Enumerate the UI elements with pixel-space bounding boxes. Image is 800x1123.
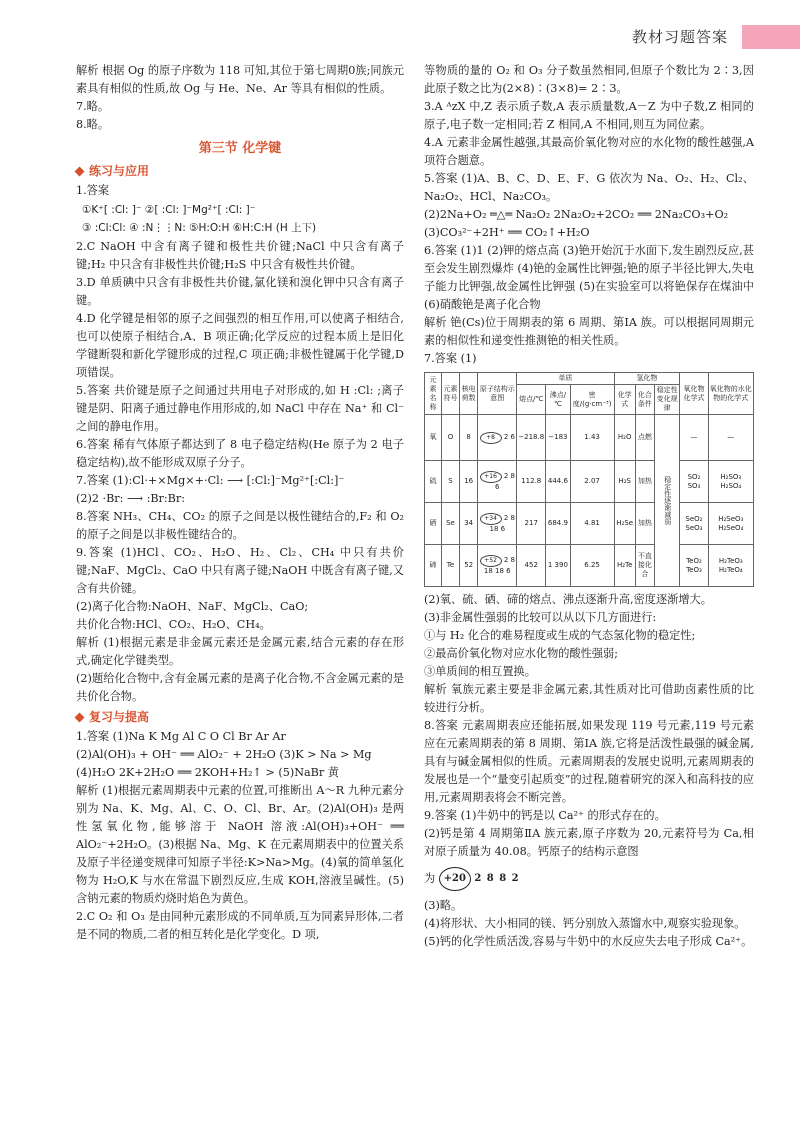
- stability-trend: 稳定性逐渐减弱: [655, 415, 680, 587]
- left-column: [76, 62, 404, 944]
- q1-label: 1.答案: [76, 184, 110, 197]
- r9-6: (5)钙的化学性质活泼,容易与牛奶中的水反应失去电子形成 Ca²⁺。: [424, 935, 753, 948]
- r2-cont: 等物质的量的 O₂ 和 O₃ 分子数虽然相同,但原子个数比为 2∶3,因此原子数之比为(2×8)∶(3×8)= 2∶3。: [424, 64, 754, 95]
- r7-analysis: 解析 氧族元素主要是非金属元素,其性质对比可借助卤素性质的比较进行分析。: [424, 683, 754, 714]
- q2: 2.C NaOH 中含有离子键和极性共价键;NaCl 中只含有离子键;H₂ 中只含有非极性共价键;H₂S 中只含有极性共价键。: [76, 240, 404, 271]
- header-title: 教材习题答案: [631, 28, 728, 46]
- q8: 8.答案 NH₃、CH₄、CO₂ 的原子之间是以极性键结合的,F₂ 和 O₂ 的原子之间是以非极性键结合的。: [76, 510, 404, 541]
- r8: 8.答案 元素周期表应还能拓展,如果发现 119 号元素,119 号元素应在元素周期表的第 8 周期、第ⅠA 族,它将是活泼性最强的碱金属,具有与碱金属相似的性质。元素周期表的发展史说明,元素周期表的发展也是一个“量变引起质变”的过程,随着研究的深入和高科技的应用,元素周期表将会不断完善。: [424, 719, 754, 804]
- practice-heading: 练习与应用: [76, 162, 404, 180]
- r9-2: (2)钙是第 4 周期第ⅡA 族元素,原子序数为 20,元素符号为 Ca,相对原子质量为 40.08。钙原子的结构示意图: [424, 827, 754, 858]
- analysis-q6: 解析 根据 Og 的原子序数为 118 可知,其位于第七周期0族;同族元素具有相似的性质,故 Og 与 He、Ne、Ar 等具有相似的性质。: [76, 64, 404, 95]
- q3: 3.D 单质碘中只含有非极性共价键,氯化镁和溴化钾中只含有离子键。: [76, 276, 404, 307]
- r9-1: 9.答案 (1)牛奶中的钙是以 Ca²⁺ 的形式存在的。: [424, 809, 666, 822]
- r5-3: (3)CO₃²⁻+2H⁺ ══ CO₂↑+H₂O: [424, 226, 590, 239]
- q5: 5.答案 共价键是原子之间通过共用电子对形成的,如 H :Cl: ;离子键是阴、阳离子通过静电作用形成的,如 NaCl 中存在 Na⁺ 和 Cl⁻ 之间的静电作用。: [76, 384, 404, 433]
- r4: 4.A 元素非金属性越强,其最高价氧化物对应的水化物的酸性越强,A 项符合题意。: [424, 136, 754, 167]
- r7-2: (2)氧、硫、硒、碲的熔点、沸点逐渐升高,密度逐渐增大。: [424, 593, 712, 606]
- r9-5: (4)将形状、大小相同的镁、钙分别放入蒸馏水中,观察实验现象。: [424, 917, 746, 930]
- th-oxide: 氧化物化学式: [680, 373, 708, 415]
- r7-6: ③单质间的相互置换。: [424, 665, 536, 678]
- r7-4: ①与 H₂ 化合的难易程度或生成的气态氢化物的稳定性;: [424, 629, 696, 642]
- atom-icon: +34: [480, 513, 502, 525]
- calcium-atom-icon: +20: [439, 867, 471, 891]
- calcium-shells: 2 8 8 2: [474, 873, 520, 884]
- q9-analysis-1: 解析 (1)根据元素是非金属元素还是金属元素,结合元素的存在形式,确定化学键类型。: [76, 636, 404, 667]
- r1-3: (4)H₂O 2K+2H₂O ══ 2KOH+H₂↑ > (5)NaBr 黄: [76, 766, 339, 779]
- q1-structures-1: ①K⁺[ :Cl: ]⁻ ②[ :Cl: ]⁻Mg²⁺[ :Cl: ]⁻: [82, 204, 256, 216]
- r1-2: (2)Al(OH)₃ + OH⁻ ══ AlO₂⁻ + 2H₂O (3)K > Na > Mg: [76, 748, 372, 761]
- answer-8: 8.略。: [76, 118, 110, 131]
- th-name: 元素名称: [425, 373, 442, 415]
- r3: 3.A ᴬzX 中,Z 表示质子数,A 表示质量数,A－Z 为中子数,Z 相同的原子,电子数一定相同;若 Z 相同,A 不相同,则互为同位素。: [424, 100, 754, 131]
- element-table: [424, 372, 754, 587]
- q4: 4.D 化学键是相邻的原子之间强烈的相互作用,可以使离子相结合,也可以使原子相结合,A、B 项正确;化学反应的过程本质上是旧化学键断裂和新化学键形成的过程,C 项正确;非极性键属于化学键,D 项错误。: [76, 312, 404, 379]
- header-accent-bar: [742, 25, 800, 49]
- q7-1: 7.答案 (1):Cl·+×Mg×+·Cl: ⟶ [:Cl:]⁻Mg²⁺[:Cl:]⁻: [76, 474, 345, 487]
- atom-icon: +8: [480, 432, 502, 444]
- table-row: 硒 Se 34 +34 2 8 18 6 217 684.9 4.81 H₂Se 加热 SeO₂ SeO₃ H₂SeO₃ H₂SeO₄: [425, 503, 754, 545]
- page-header: [632, 22, 800, 52]
- r2: 2.C O₂ 和 O₃ 是由同种元素形成的不同单质,互为同素异形体,二者是不同的物质,二者的相互转化是化学变化。D 项,: [76, 910, 404, 941]
- r7-5: ②最高价氧化物对应水化物的酸性强弱;: [424, 647, 618, 660]
- r7-3: (3)非金属性强弱的比较可以从以下几方面进行:: [424, 611, 657, 624]
- th-symbol: 元素符号: [441, 373, 459, 415]
- r9-3: 为 +20 2 8 8 2: [424, 867, 754, 891]
- th-condition: 化合条件: [635, 385, 654, 415]
- atom-icon: +52: [480, 555, 502, 567]
- answer-7: 7.略。: [76, 100, 110, 113]
- q1-structures-2: ③ :Cl:Cl: ④ :N⋮⋮N: ⑤H:O:H ⑥H:C:H (H 上下): [82, 222, 317, 234]
- r7-1: 7.答案 (1): [424, 352, 477, 365]
- r1-1: 1.答案 (1)Na K Mg Al C O Cl Br Ar Ar: [76, 730, 286, 743]
- q9-1: 9.答案 (1)HCl、CO₂、H₂O、H₂、Cl₂、CH₄ 中只有共价键;NaF、MgCl₂、CaO 中只有离子键;NaOH 中既含有离子键,又含有共价键。: [76, 546, 404, 595]
- section-title: 第三节 化学键: [198, 141, 282, 156]
- th-stability: 稳定性变化规律: [655, 385, 680, 415]
- review-heading: 复习与提高: [76, 708, 404, 726]
- r6-1: 6.答案 (1)1 (2)钾的熔点高 (3)铯开始沉于水面下,发生剧烈反应,甚至会发生剧烈爆炸 (4)铯的金属性比钾强;铯的原子半径比钾大,失电子能力比钾强,故金属性比钾强 (5)在实验室可以将铯保存在煤油中 (6)硝酸铯是离子化合物: [424, 244, 754, 311]
- th-formula: 化学式: [614, 385, 635, 415]
- th-density: 密度/(g·cm⁻³): [570, 385, 614, 415]
- q9-analysis-2: (2)题给化合物中,含有金属元素的是离子化合物,不含金属元素的是共价化合物。: [76, 672, 404, 703]
- table-row: 氧 O 8 +8 2 6 −218.8 −183 1.43 H₂O 点燃 稳定性逐渐减弱 — —: [425, 415, 754, 461]
- q9-3: 共价化合物:HCl、CO₂、H₂O、CH₄。: [76, 618, 271, 631]
- th-single: 单质: [517, 373, 614, 385]
- th-mp: 熔点/℃: [517, 385, 546, 415]
- th-structure: 原子结构示意图: [478, 373, 517, 415]
- r6-analysis: 解析 铯(Cs)位于周期表的第 6 周期、第ⅠA 族。可以根据同周期元素的相似性和递变性推测铯的相关性质。: [424, 316, 754, 347]
- table-row: 碲 Te 52 +52 2 8 18 18 6 452 1 390 6.25 H₂Te 不直接化合 TeO₂ TeO₃ H₂TeO₃ H₂TeO₄: [425, 545, 754, 587]
- q6: 6.答案 稀有气体原子都达到了 8 电子稳定结构(He 原子为 2 电子稳定结构),故不能形成双原子分子。: [76, 438, 404, 469]
- th-hydride: 氢化物: [614, 373, 680, 385]
- th-bp: 沸点/℃: [546, 385, 570, 415]
- q7-2: (2)2 ·Br: ⟶ :Br:Br:: [76, 492, 186, 505]
- th-acid: 氧化物的水化物的化学式: [708, 373, 753, 415]
- diamond-icon: [75, 167, 85, 177]
- r5-1: 5.答案 (1)A、B、C、D、E、F、G 依次为 Na、O₂、H₂、Cl₂、Na₂O₂、HCl、Na₂CO₃。: [424, 172, 754, 203]
- diamond-icon: [75, 713, 85, 723]
- q9-2: (2)离子化合物:NaOH、NaF、MgCl₂、CaO;: [76, 600, 309, 613]
- table-row: 硫 S 16 +16 2 8 6 112.8 444.6 2.07 H₂S 加热 SO₂ SO₃ H₂SO₃ H₂SO₄: [425, 461, 754, 503]
- right-column: [424, 62, 754, 951]
- r1-analysis: 解析 (1)根据元素周期表中元素的位置,可推断出 A～R 九种元素分别为 Na、K、Mg、Al、C、O、Cl、Br、Ar。(2)Al(OH)₃ 是两性氢氧化物,能够溶于 NaOH 溶液:Al(OH)₃+OH⁻ ══ AlO₂⁻+2H₂O。(3)根据 Na、Mg、K 在元素周期表中的位置关系及原子半径递变规律可知原子半径:K>Na>Mg。(4)氧的简单氢化物为 H₂O,K 与水在常温下剧烈反应,生成 KOH,溶液呈碱性。(5)含钠元素的物质灼烧时焰色为黄色。: [76, 784, 404, 905]
- r5-2: (2)2Na+O₂ ═△═ Na₂O₂ 2Na₂O₂+2CO₂ ══ 2Na₂CO₃+O₂: [424, 208, 729, 221]
- th-charge: 核电荷数: [460, 373, 478, 415]
- r9-4: (3)略。: [424, 899, 463, 912]
- atom-icon: +16: [480, 471, 502, 483]
